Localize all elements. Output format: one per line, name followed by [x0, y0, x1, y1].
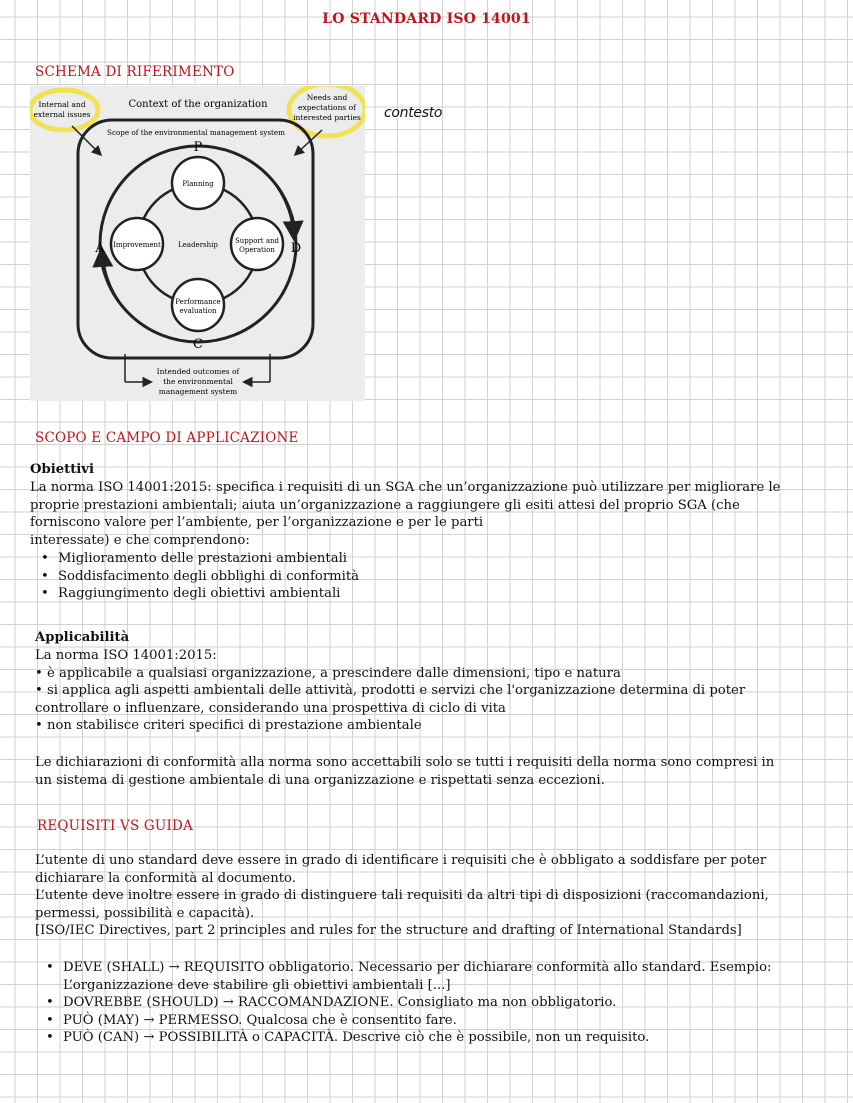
- list-item: • Soddisfacimento degli obblighi di conformità: [30, 568, 359, 586]
- leadership-label: Leadership: [178, 241, 218, 249]
- scope-label: Scope of the environmental management system: [107, 128, 285, 137]
- letter-d: D: [290, 241, 302, 256]
- obiettivi-title: Obiettivi: [30, 462, 94, 477]
- needs-label-1: Needs and: [306, 93, 348, 102]
- context-title: Context of the organization: [128, 99, 268, 110]
- applicabilita-line: controllare o influenzare, considerando una prospettiva di ciclo di vita: [35, 700, 506, 716]
- dichiarazioni-paragraph: [35, 754, 774, 789]
- requisiti-line: permessi, possibilità e capacità).: [35, 905, 255, 921]
- obiettivi-line: forniscono valore per l’ambiente, per l’organizzazione e per le parti: [30, 515, 484, 531]
- list-item: • Miglioramento delle prestazioni ambientali: [30, 550, 359, 568]
- obiettivi-list: [30, 550, 359, 603]
- planning-label: Planning: [182, 180, 214, 188]
- applicabilita-paragraph: [35, 647, 745, 735]
- obiettivi-paragraph: [30, 479, 780, 549]
- needs-label-2: expectations of: [298, 103, 356, 112]
- outcomes-label-1: Intended outcomes of: [156, 367, 240, 376]
- letter-c: C: [193, 337, 203, 352]
- page-title: LO STANDARD ISO 14001: [322, 11, 531, 27]
- dichiarazioni-line: Le dichiarazioni di conformità alla norma sono accettabili solo se tutti i requisiti della norma sono compresi in: [35, 755, 775, 770]
- needs-label-3: interested parties: [293, 113, 361, 122]
- applicabilita-title: Applicabilità: [35, 630, 130, 645]
- internal-issues-label-1: Internal and: [38, 100, 86, 109]
- requisiti-paragraph: [35, 852, 769, 940]
- list-item-text: DEVE (SHALL) → REQUISITO obbligatorio. Necessario per dichiarare conformità allo standard. Esempio:: [63, 960, 772, 975]
- improvement-label: Improvement: [113, 241, 161, 249]
- dichiarazioni-line: un sistema di gestione ambientale di una organizzazione e rispettati senza eccezioni.: [35, 772, 605, 788]
- list-item-continuation: L’organizzazione deve stabilire gli obiettivi ambientali [...]: [63, 977, 451, 993]
- list-item: • PUÒ (CAN) → POSSIBILITÀ o CAPACITÀ. Descrive ciò che è possibile, non un requisito.: [35, 1029, 771, 1047]
- internal-issues-label-2: external issues: [33, 110, 91, 119]
- letter-p: P: [193, 140, 203, 155]
- outcomes-label-3: management system: [158, 387, 238, 396]
- handwritten-note: contesto: [384, 105, 443, 121]
- section-heading-schema: SCHEMA DI RIFERIMENTO: [35, 64, 235, 80]
- outcomes-label-2: the environmental: [163, 377, 233, 386]
- list-item: [35, 959, 771, 994]
- list-item: • DOVREBBE (SHOULD) → RACCOMANDAZIONE. Consigliato ma non obbligatorio.: [35, 994, 771, 1012]
- letter-a: A: [95, 241, 105, 256]
- applicabilita-line: • si applica agli aspetti ambientali delle attività, prodotti e servizi che l'organizzazione determina di poter: [35, 683, 746, 699]
- applicabilita-line: • non stabilisce criteri specifici di prestazione ambientale: [35, 718, 422, 734]
- list-item: • PUÒ (MAY) → PERMESSO. Qualcosa che è consentito fare.: [35, 1012, 771, 1030]
- applicabilita-line: • è applicabile a qualsiasi organizzazione, a prescindere dalle dimensioni, tipo e natura: [35, 665, 621, 681]
- performance-label-1: Performance: [175, 298, 221, 306]
- list-item: • Raggiungimento degli obiettivi ambientali: [30, 585, 359, 603]
- pdca-diagram-svg: [30, 86, 365, 401]
- obiettivi-line: interessate) e che comprendono:: [30, 532, 250, 548]
- performance-label-2: evaluation: [179, 307, 217, 315]
- requisiti-line: dichiarare la conformità al documento.: [35, 870, 296, 886]
- pdca-diagram: [30, 86, 365, 401]
- section-heading-requisiti: REQUISITI VS GUIDA: [37, 818, 193, 834]
- applicabilita-line: La norma ISO 14001:2015:: [35, 648, 217, 663]
- obiettivi-line: proprie prestazioni ambientali; aiuta un’organizzazione a raggiungere gli esiti attesi del proprio SGA (che: [30, 497, 740, 513]
- section-heading-scopo: SCOPO E CAMPO DI APPLICAZIONE: [35, 430, 299, 446]
- requisiti-line: L’utente di uno standard deve essere in grado di identificare i requisiti che è obbligato a soddisfare per poter: [35, 853, 767, 868]
- requisiti-list: [35, 959, 771, 1047]
- requisiti-line: L’utente deve inoltre essere in grado di distinguere tali requisiti da altri tipi di disposizioni (raccomandazioni,: [35, 888, 769, 904]
- support-label-2: Operation: [239, 246, 275, 254]
- requisiti-line: [ISO/IEC Directives, part 2 principles and rules for the structure and drafting of International Standards]: [35, 923, 742, 939]
- support-label-1: Support and: [234, 237, 280, 245]
- obiettivi-line: La norma ISO 14001:2015: specifica i requisiti di un SGA che un’organizzazione può utilizzare per migliorare le: [30, 480, 781, 495]
